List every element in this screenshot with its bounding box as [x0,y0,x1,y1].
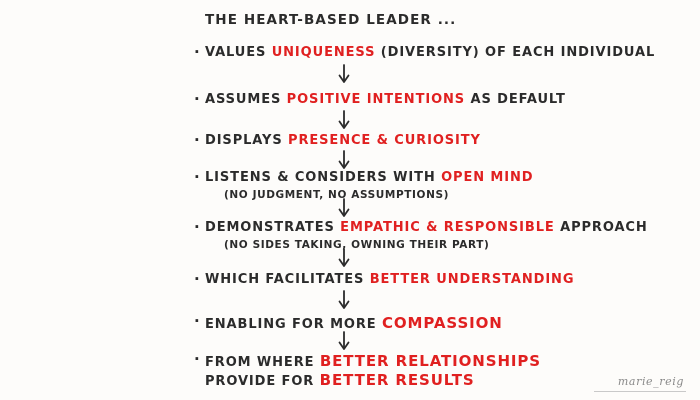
item-text-highlight: UNIQUENESS [271,45,376,60]
list-bullet: · [194,168,200,186]
down-arrow-icon [337,248,351,270]
down-arrow-icon [337,64,351,86]
item-text-pre: ENABLING FOR MORE [205,317,382,332]
item-text-highlight: BETTER RELATIONSHIPS [319,352,541,370]
item-text-post: AS DEFAULT [465,92,566,107]
item-text-pre: PROVIDE FOR [205,374,320,389]
list-item-provide-better-results [205,371,475,389]
item-text-post: APPROACH [554,220,648,235]
list-bullet: · [194,131,200,149]
item-text-highlight: POSITIVE INTENTIONS [286,92,466,107]
item-text-pre: FROM WHERE [205,355,320,370]
list-bullet: · [194,43,200,61]
signature-rule [594,391,686,392]
page-title: THE HEART-BASED LEADER ... [205,12,457,28]
list-bullet: · [194,270,200,288]
list-item-note: (NO JUDGMENT, NO ASSUMPTIONS) [224,189,450,201]
item-text-highlight: COMPASSION [382,314,503,332]
list-item-facilitates-better-understanding [205,272,574,287]
item-text-pre: WHICH FACILITATES [205,272,370,287]
signature: marie_reig [617,375,684,388]
list-item-values-uniqueness [205,45,655,60]
item-text-pre: VALUES [205,45,272,60]
list-bullet: · [194,350,200,368]
item-text-pre: DEMONSTRATES [205,220,341,235]
down-arrow-icon [337,290,351,312]
item-text-pre: ASSUMES [205,92,287,107]
list-item-assumes-positive-intentions [205,92,566,107]
item-text-highlight: PRESENCE & CURIOSITY [288,133,481,148]
item-text-pre: LISTENS & CONSIDERS WITH [205,170,442,185]
down-arrow-icon [337,331,351,353]
list-bullet: · [194,90,200,108]
item-text-highlight: BETTER RESULTS [319,371,475,389]
list-item-listens-open-mind [205,170,533,185]
item-text-highlight: EMPATHIC & RESPONSIBLE [340,220,555,235]
list-item-demonstrates-empathic-responsible [205,220,648,235]
list-item-enabling-more-compassion [205,314,503,332]
down-arrow-icon [337,110,351,132]
down-arrow-icon [337,198,351,220]
list-bullet: · [194,218,200,236]
list-bullet: · [194,312,200,330]
list-item-displays-presence-curiosity [205,133,481,148]
item-text-pre: DISPLAYS [205,133,289,148]
down-arrow-icon [337,150,351,172]
item-text-highlight: OPEN MIND [441,170,534,185]
item-text-highlight: BETTER UNDERSTANDING [369,272,575,287]
list-item-note: (NO SIDES TAKING, OWNING THEIR PART) [224,239,490,251]
list-item-better-relationships [205,352,541,370]
item-text-post: (DIVERSITY) OF EACH INDIVIDUAL [375,45,656,60]
